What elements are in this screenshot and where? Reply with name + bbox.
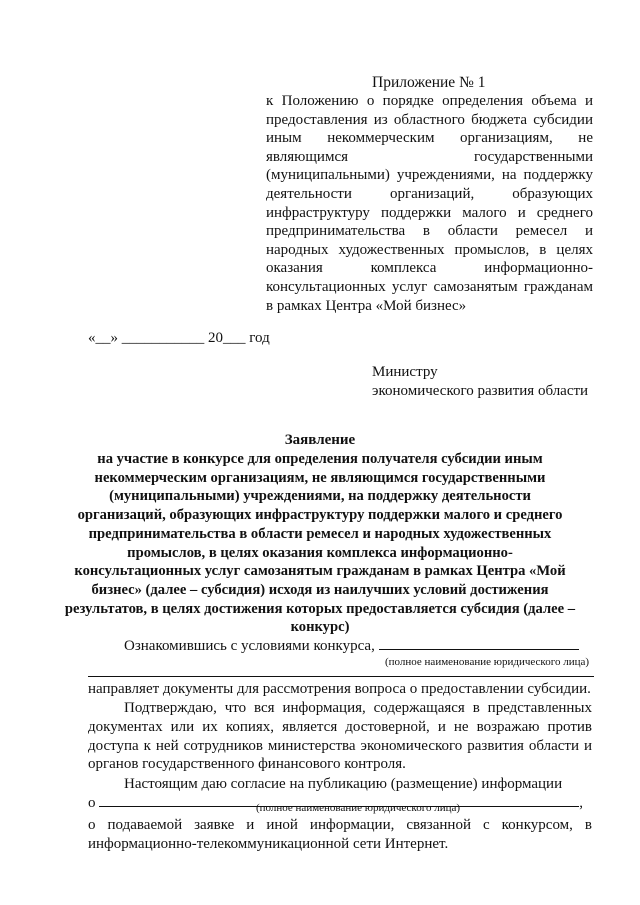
paragraph-1-end: направляет документы для рассмотрения вопроса о предоставлении субсидии. bbox=[88, 681, 591, 697]
paragraph-3-end: о подаваемой заявке и иной информации, связанной с конкурсом, в информационно-телекоммуникационной сети Интернет. bbox=[88, 817, 592, 852]
paragraph-3-o: о bbox=[88, 795, 96, 811]
application-title: Заявление bbox=[284, 432, 356, 448]
application-subtitle: на участие в конкурсе для определения получателя субсидии иным некоммерческим организациям, не являющимся государственными (муниципальными) учреждениями, на поддержку деятельности организаций, образующих инфраструктуру поддержки малого и среднего предпринимательства в области ремесел и народных художественных промыслов, в целях оказания комплекса информационно-консультационных услуг самозанятым гражданам в рамках Центра «Мой бизнес» (далее – субсидия) исходя из наилучших условий достижения результатов, в целях достижения которых предоставляется субсидия (далее – конкурс) bbox=[64, 451, 576, 636]
legal-entity-caption-1: (полное наименование юридического лица) bbox=[385, 656, 590, 668]
paragraph-3-comma: , bbox=[579, 795, 583, 811]
paragraph-1-start-line bbox=[124, 637, 594, 656]
paragraph-2: Подтверждаю, что вся информация, содержащаяся в представленных документах или их копиях, является достоверной, и не возражаю против доступа к ней сотрудников министерства экономического развития области и органов государственного финансового контроля. bbox=[88, 700, 592, 773]
annex-title: Приложение № 1 bbox=[372, 74, 486, 91]
addressee-line-1: Министру bbox=[372, 364, 438, 380]
legal-entity-caption-2: (полное наименование юридического лица) bbox=[256, 802, 461, 814]
paragraph-1-start: Ознакомившись с условиями конкурса, bbox=[124, 638, 375, 654]
paragraph-3-start: Настоящим даю согласие на публикацию (размещение) информации bbox=[124, 776, 563, 792]
legal-entity-name-field-1[interactable] bbox=[379, 637, 579, 650]
addressee-line-2: экономического развития области bbox=[372, 383, 589, 399]
addressee bbox=[372, 363, 588, 401]
legal-entity-name-field-1-continuation[interactable] bbox=[88, 676, 594, 677]
annex-reference: к Положению о порядке определения объема и предоставления из областного бюджета субсидии иным некоммерческим организациям, не являющимся государственными (муниципальными) учреждениями, на поддержку деятельности организаций, образующих инфраструктуру поддержки малого и среднего предпринимательства в области ремесел и народных художественных промыслов, в целях оказания комплекса информационно-консультационных услуг самозанятым гражданам в рамках Центра «Мой бизнес» bbox=[266, 93, 593, 314]
date-line: «__» ___________ 20___ год bbox=[88, 330, 270, 346]
